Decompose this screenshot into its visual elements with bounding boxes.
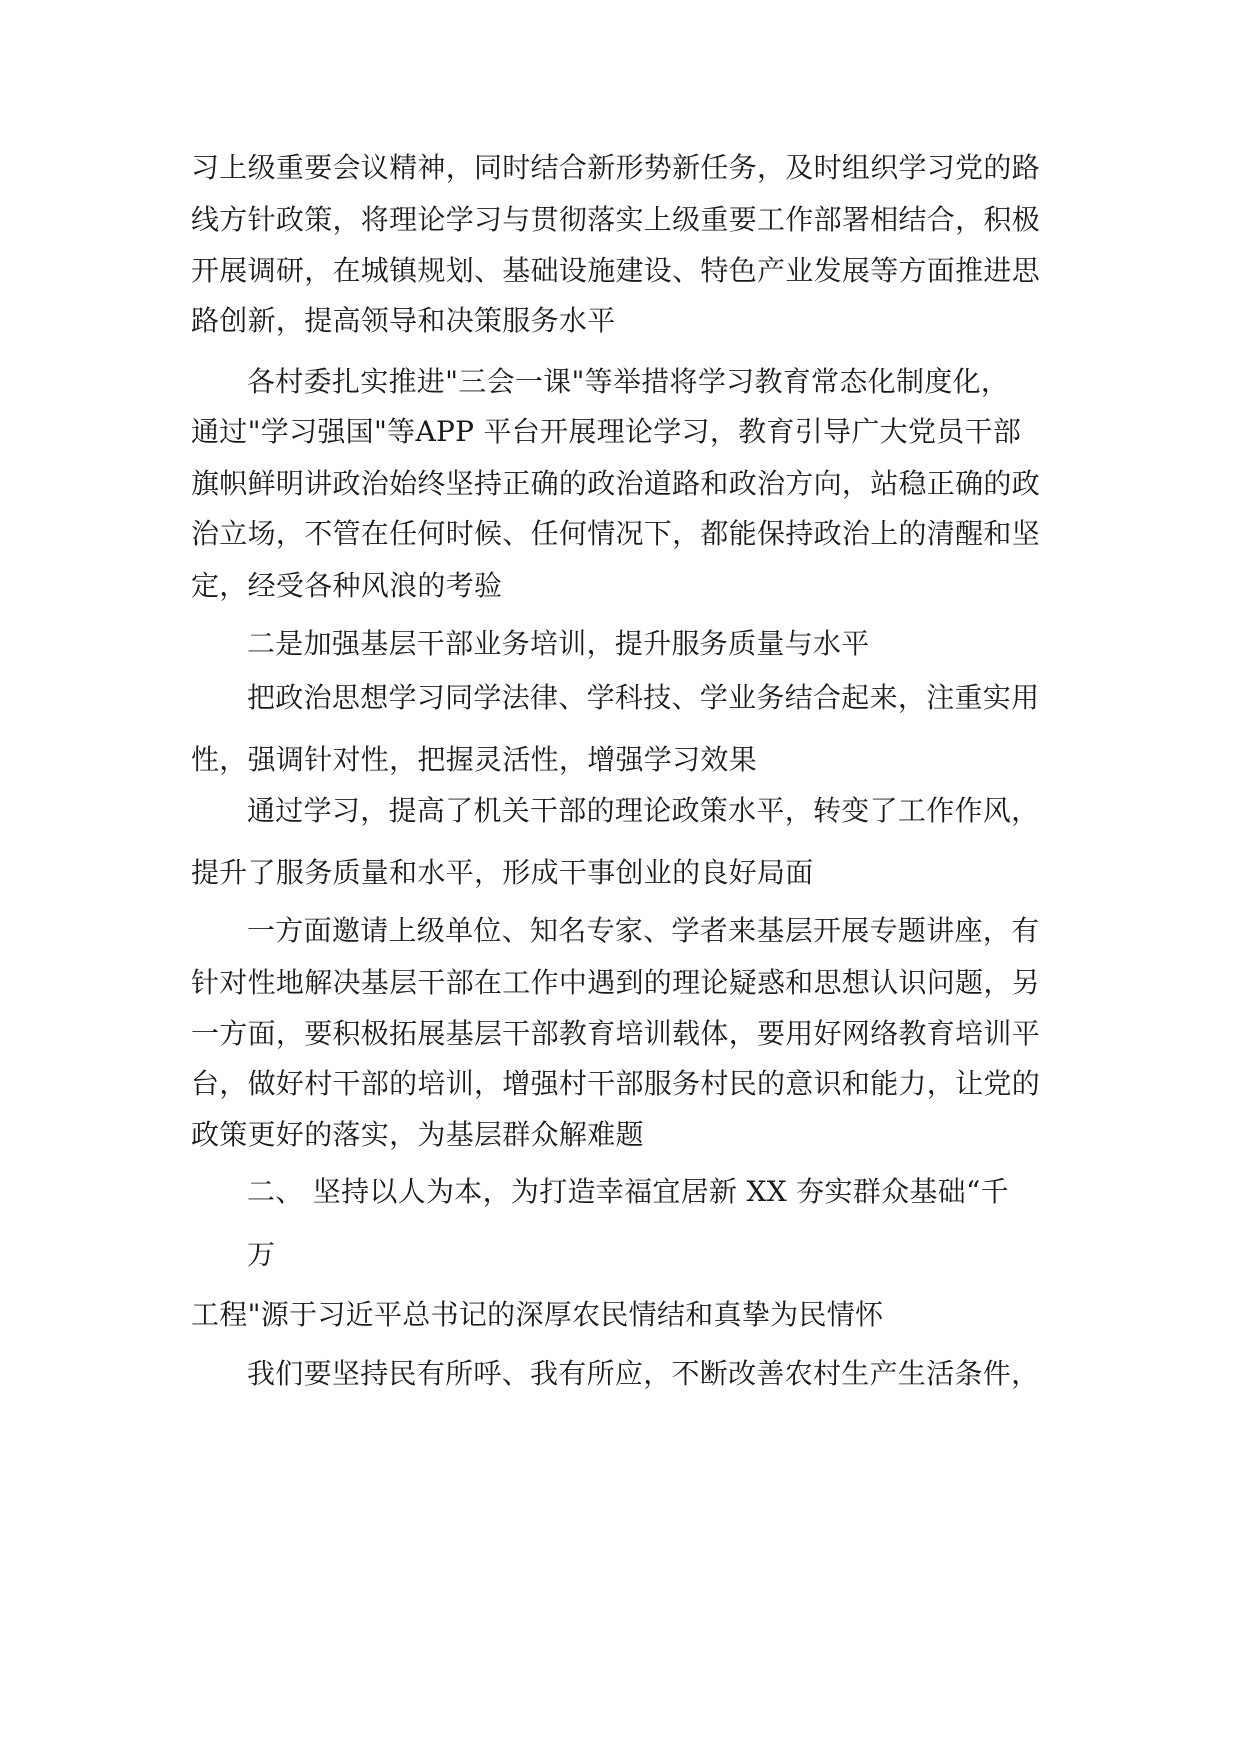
text-line: 定，经受各种风浪的考验 (191, 569, 503, 602)
text-line: 政策更好的落实，为基层群众解难题 (191, 1118, 644, 1151)
text-line: 开展调研，在城镇规划、基础设施建设、特色产业发展等方面推进思 (191, 254, 1041, 287)
text-line: 线方针政策，将理论学习与贯彻落实上级重要工作部署相结合，积极 (191, 203, 1041, 236)
text-line: 各村委扎实推进"三会一课"等举措将学习教育常态化制度化， (247, 365, 1010, 398)
text-line: 性，强调针对性，把握灵活性，增强学习效果 (191, 743, 758, 776)
text-line: 一方面，要积极拓展基层干部教育培训载体，要用好网络教育培训平 (191, 1017, 1041, 1050)
text-line: 我们要坚持民有所呼、我有所应，不断改善农村生产生活条件， (247, 1357, 1040, 1390)
text-line: 一方面邀请上级单位、知名专家、学者来基层开展专题讲座，有 (247, 914, 1040, 947)
section-heading: 二是加强基层干部业务培训，提升服务质量与水平 (247, 627, 870, 660)
text-line: 路创新，提高领导和决策服务水平 (191, 304, 616, 337)
text-line: 旗帜鲜明讲政治始终坚持正确的政治道路和政治方向，站稳正确的政 (191, 467, 1041, 500)
section-heading: 二、 坚持以人为本，为打造幸福宜居新 XX 夯实群众基础“千 (247, 1175, 1009, 1208)
text-line: 把政治思想学习同学法律、学科技、学业务结合起来，注重实用 (247, 681, 1040, 714)
text-line: 台，做好村干部的培训，增强村干部服务村民的意识和能力，让党的 (191, 1067, 1041, 1100)
section-heading-continuation: 万 (247, 1238, 276, 1271)
text-line: 治立场，不管在任何时候、任何情况下，都能保持政治上的清醒和坚 (191, 517, 1041, 550)
text-line: 通过"学习强国"等APP 平台开展理论学习，教育引导广大党员干部 (191, 415, 1022, 448)
text-line: 工程"源于习近平总书记的深厚农民情结和真挚为民情怀 (191, 1298, 884, 1331)
text-line: 通过学习，提高了机关干部的理论政策水平，转变了工作作风， (247, 794, 1040, 827)
text-line: 针对性地解决基层干部在工作中遇到的理论疑惑和思想认识问题，另 (191, 966, 1041, 999)
text-line: 提升了服务质量和水平，形成干事创业的良好局面 (191, 856, 814, 889)
text-line: 习上级重要会议精神，同时结合新形势新任务，及时组织学习党的路 (191, 151, 1041, 184)
